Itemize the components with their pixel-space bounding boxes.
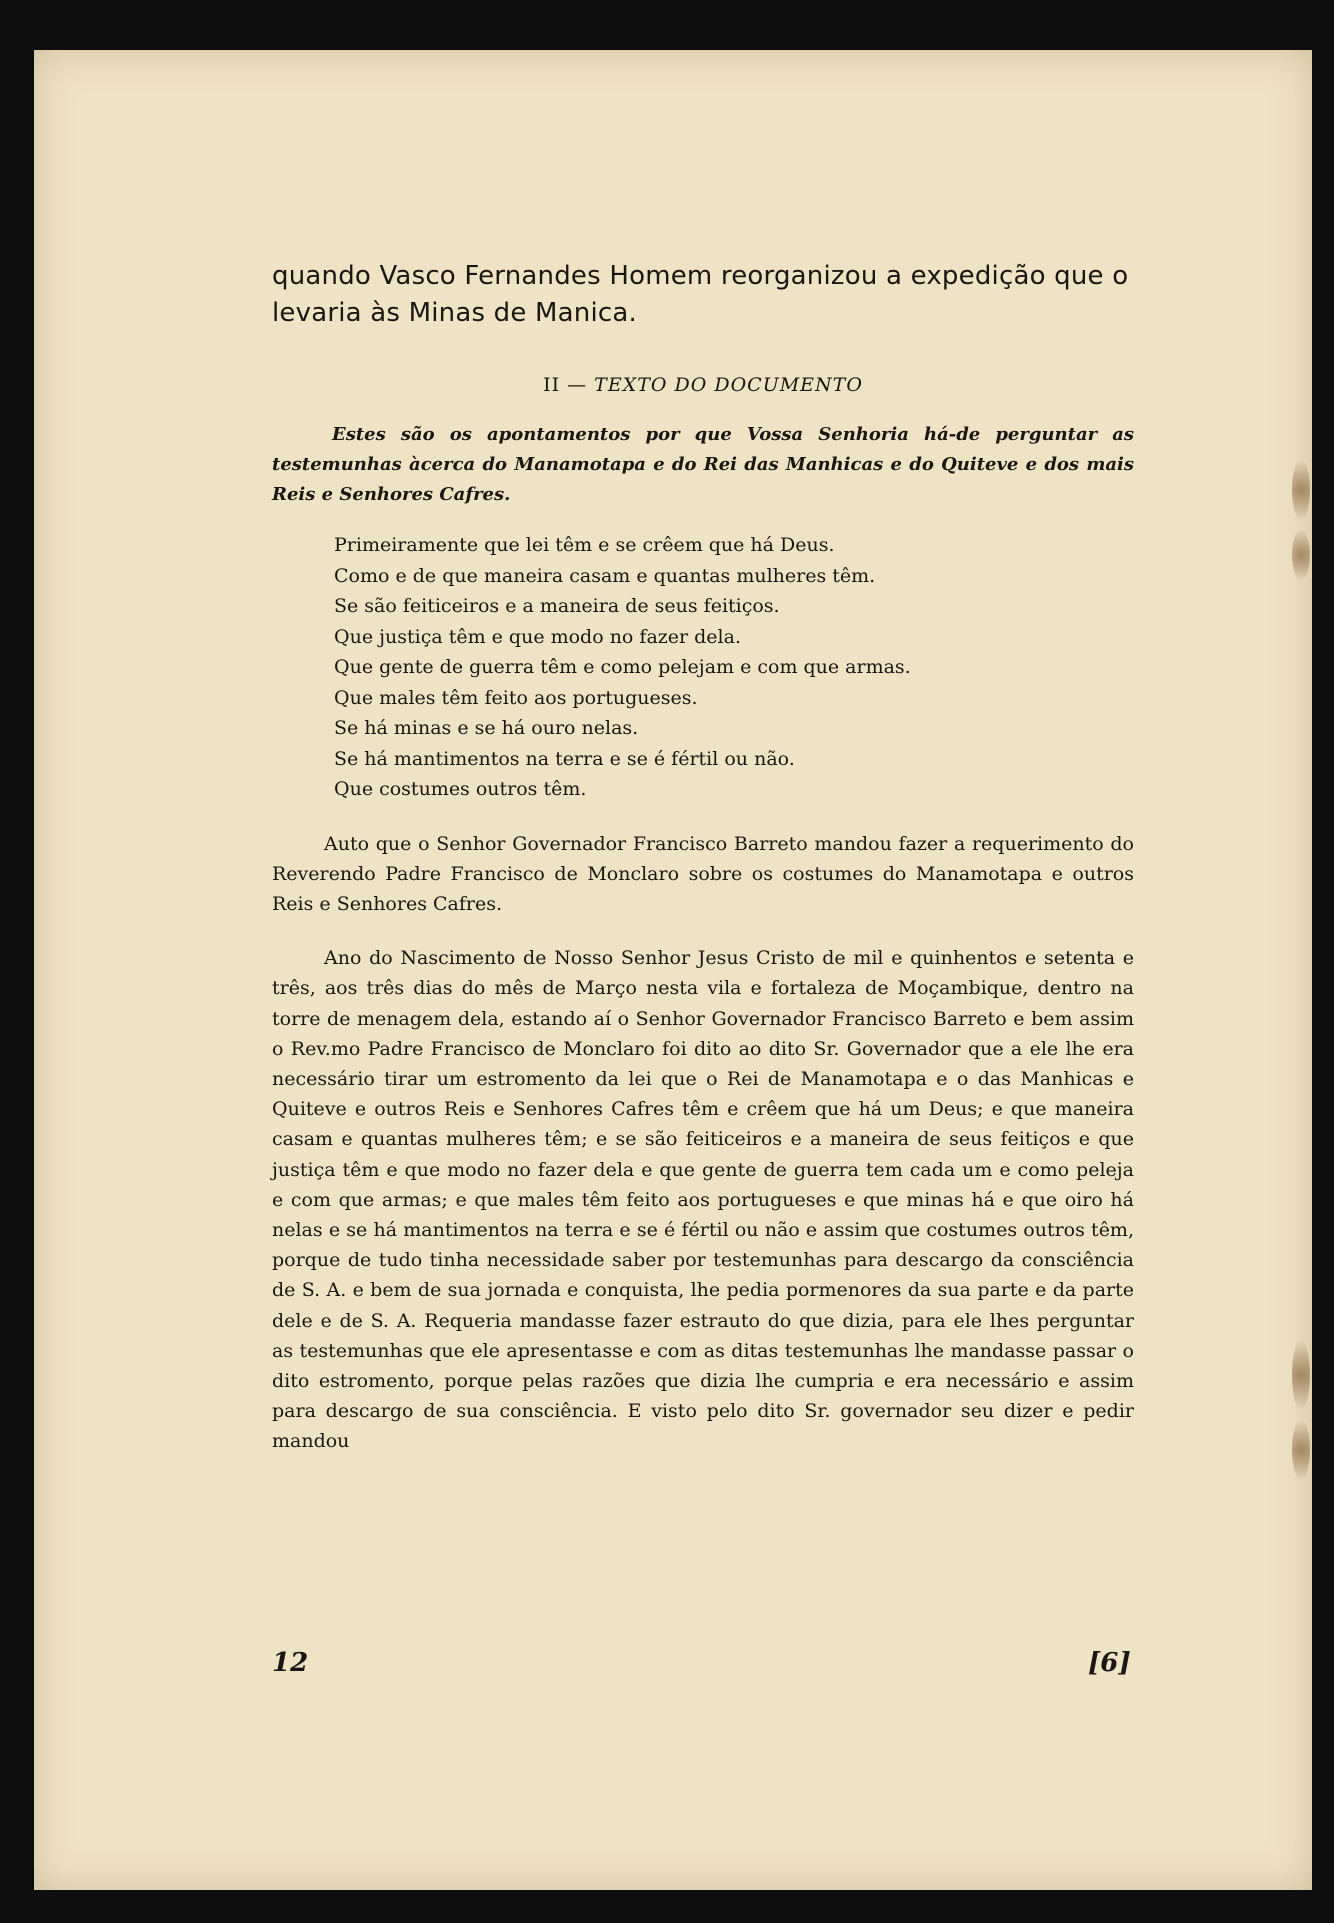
lead-paragraph: quando Vasco Fernandes Homem reorganizou a expedição que o levaria às Minas de Manica. — [272, 261, 1129, 328]
list-item: Se há minas e se há ouro nelas. — [334, 717, 639, 739]
bracket-page-number: [6] — [1088, 1648, 1131, 1678]
list-item: Como e de que maneira casam e quantas mulheres têm. — [334, 564, 876, 587]
list-item: Primeiramente que lei têm e se crêem que há Deus. — [334, 534, 835, 556]
section-heading — [272, 374, 1134, 396]
section-title: TEXTO DO DOCUMENTO — [594, 374, 863, 396]
body-paragraph: Ano do Nascimento de Nosso Senhor Jesus Cristo de mil e quinhentos e setenta e três, aos três dias do mês de Março nesta vila e fortaleza de Moçambique, dentro na torre de menagem dela, estando aí o Senhor Governador Francisco Barreto e bem assim o Rev.mo Padre Francisco de Monclaro foi dito ao dito Sr. Governador que a ele lhe era necessário tirar um estromento da lei que o Rei de Manamotapa e o das Manhicas e Quiteve e outros Reis e Senhores Cafres têm e crêem que há um Deus; e que maneira casam e quantas mulheres têm; e se são feiticeiros e a maneira de seus feitiços e que justiça têm e que modo no fazer dela e que gente de guerra tem cada um e como peleja e com que armas; e que males têm feito aos portugueses e que minas há e que oiro há nelas e se há mantimentos na terra e se é fértil ou não e assim que costumes outros têm, porque de tudo tinha necessidade saber por testemunhas para descargo da consciência de S. A. e bem de sua jornada e conquista, lhe pedia pormenores da sua parte e da parte dele e de S. A. Requeria mandasse fazer estrauto do que dizia, para ele lhes perguntar as testemunhas que ele apresentasse e com as ditas testemunhas lhe mandasse passar o dito estromento, porque pelas razões que dizia lhe cumpria e era necessário e assim para descargo de sua consciência. E visto pelo dito Sr. governador seu dizer e pedir mandou — [272, 947, 1134, 1453]
list-item: Que gente de guerra têm e como pelejam e com que armas. — [334, 656, 911, 678]
page-number: 12 — [272, 1648, 309, 1678]
intro-paragraph: Estes são os apontamentos por que Vossa Senhoria há-de perguntar as testemunhas àcerca do Manamotapa e do Rei das Manhicas e do Quiteve e dos mais Reis e Senhores Cafres. — [272, 424, 1134, 505]
page-stain — [1292, 1340, 1310, 1410]
list-item: Que costumes outros têm. — [334, 778, 587, 800]
question-list — [272, 530, 1134, 805]
auto-paragraph: Auto que o Senhor Governador Francisco Barreto mandou fazer a requerimento do Reverendo Padre Francisco de Monclaro sobre os costumes do Manamotapa e outros Reis e Senhores Cafres. — [272, 832, 1134, 915]
page-stain — [1292, 460, 1310, 520]
list-item: Que justiça têm e que modo no fazer dela. — [334, 625, 741, 648]
page-stain — [1292, 1420, 1310, 1480]
list-item: Que males têm feito aos portugueses. — [334, 686, 698, 709]
page-content — [272, 258, 1134, 1457]
list-item: Se são feiticeiros e a maneira de seus feitiços. — [334, 595, 780, 617]
list-item: Se há mantimentos na terra e se é fértil ou não. — [334, 747, 795, 770]
page-stain — [1292, 530, 1310, 580]
section-number: II — — [543, 374, 595, 396]
